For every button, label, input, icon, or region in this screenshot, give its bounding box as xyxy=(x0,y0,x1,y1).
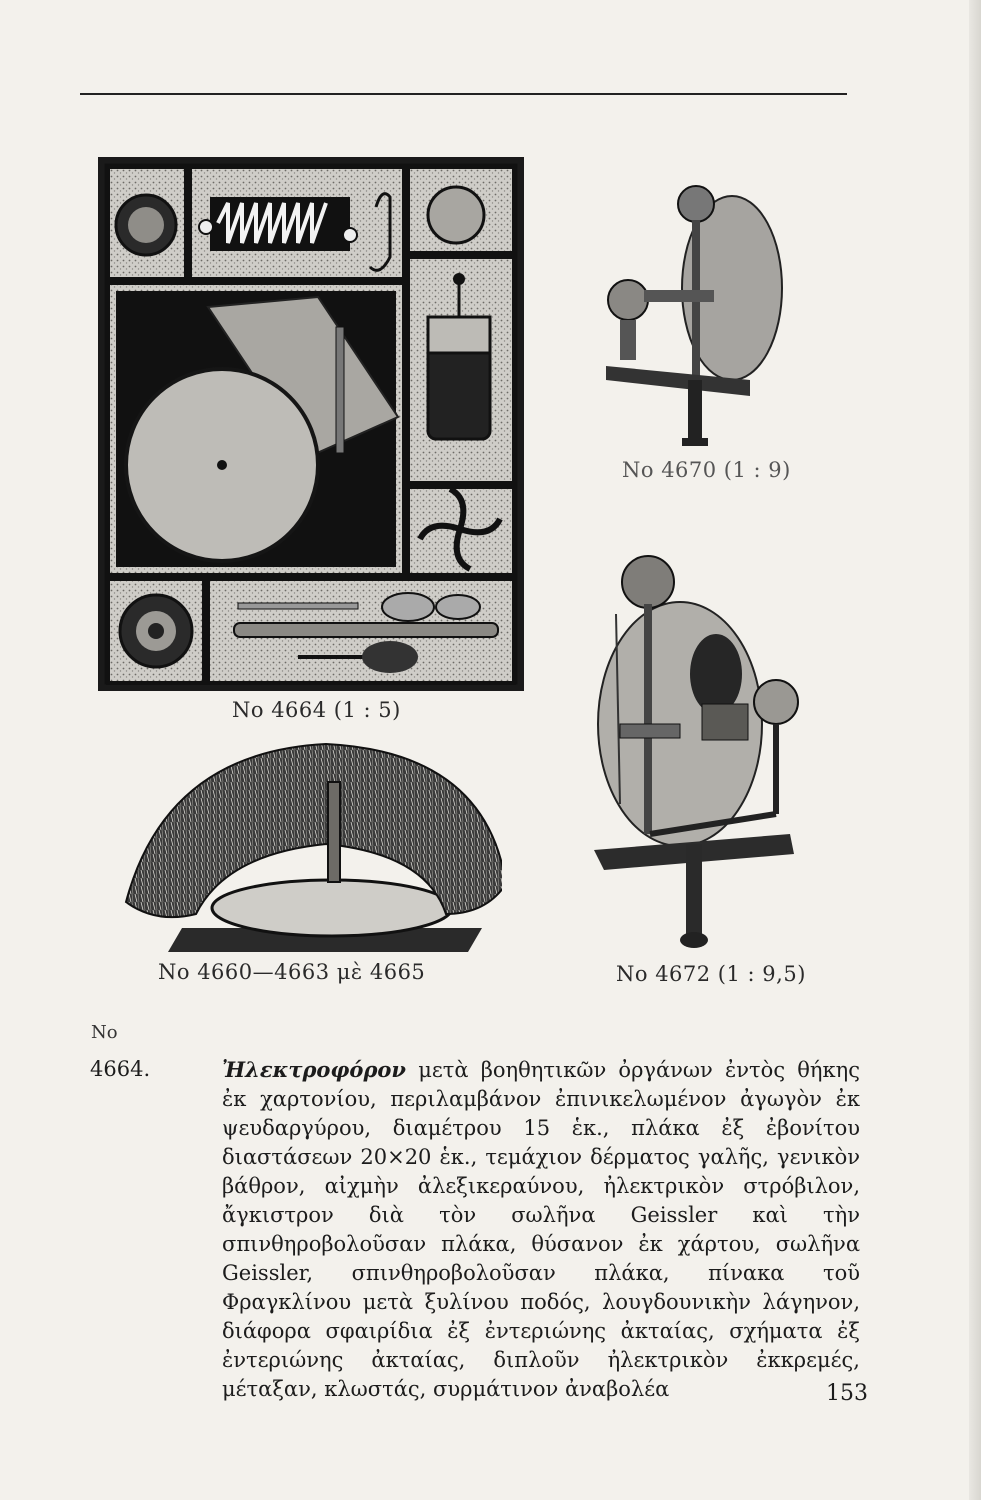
item-number: 4664. xyxy=(90,1057,151,1081)
page-number: 153 xyxy=(826,1381,868,1406)
catalog-entry-4664 xyxy=(90,1055,860,1404)
figure-caption-4660-4663: No 4660—4663 μὲ 4665 xyxy=(158,960,426,984)
fur-pad-illustration xyxy=(122,742,502,954)
column-header: No xyxy=(91,1022,118,1043)
figure-caption-4672: No 4672 (1 : 9,5) xyxy=(616,962,806,986)
page-edge-shadow xyxy=(969,0,981,1500)
item-description xyxy=(222,1055,860,1404)
electrostatic-machine-large-illustration xyxy=(590,554,810,954)
top-rule xyxy=(80,93,847,95)
electrophorus-case-illustration xyxy=(98,157,524,691)
figure-caption-4670: No 4670 (1 : 9) xyxy=(622,458,791,482)
figure-caption-4664: No 4664 (1 : 5) xyxy=(232,698,401,722)
item-body: μετὰ βοηθητικῶν ὀργάνων ἐντὸς θήκης ἐκ χαρτονίου, περιλαμβάνον ἐπινικελωμένον ἀγωγὸν ἐκ ψευδαργύρου, διαμέτρου 15 ἑκ., πλάκα ἐξ ἐβονίτου διαστάσεων 20×20 ἑκ., τεμάχιον δέρματος γαλῆς, γενικὸν βάθρον, αἰχμὴν ἀλεξικεραύνου, ἠλεκτρικὸν στρόβιλον, ἄγκιστρον διὰ τὸν σωλῆνα Geissler καὶ τὴν σπινθηροβολοῦσαν πλάκα, θύσανον ἐκ χάρτου, σωλῆνα Geissler, σπινθηροβολοῦσαν πλάκα, πίνακα τοῦ Φραγκλίνου μετὰ ξυλίνου ποδός, λουγδουνικὴν λάγηνον, διάφορα σφαιρίδια ἐξ ἐντεριώνης ἀκταίας, σχήματα ἐξ ἐντεριώνης ἀκταίας, διπλοῦν ἠλεκτρικὸν ἐκκρεμές, μέταξαν, κλωστάς, συρμάτινον ἀναβολέα xyxy=(222,1058,860,1401)
item-title: Ἠλεκτροφόρον xyxy=(222,1057,406,1082)
electrostatic-machine-small-illustration xyxy=(600,180,790,450)
